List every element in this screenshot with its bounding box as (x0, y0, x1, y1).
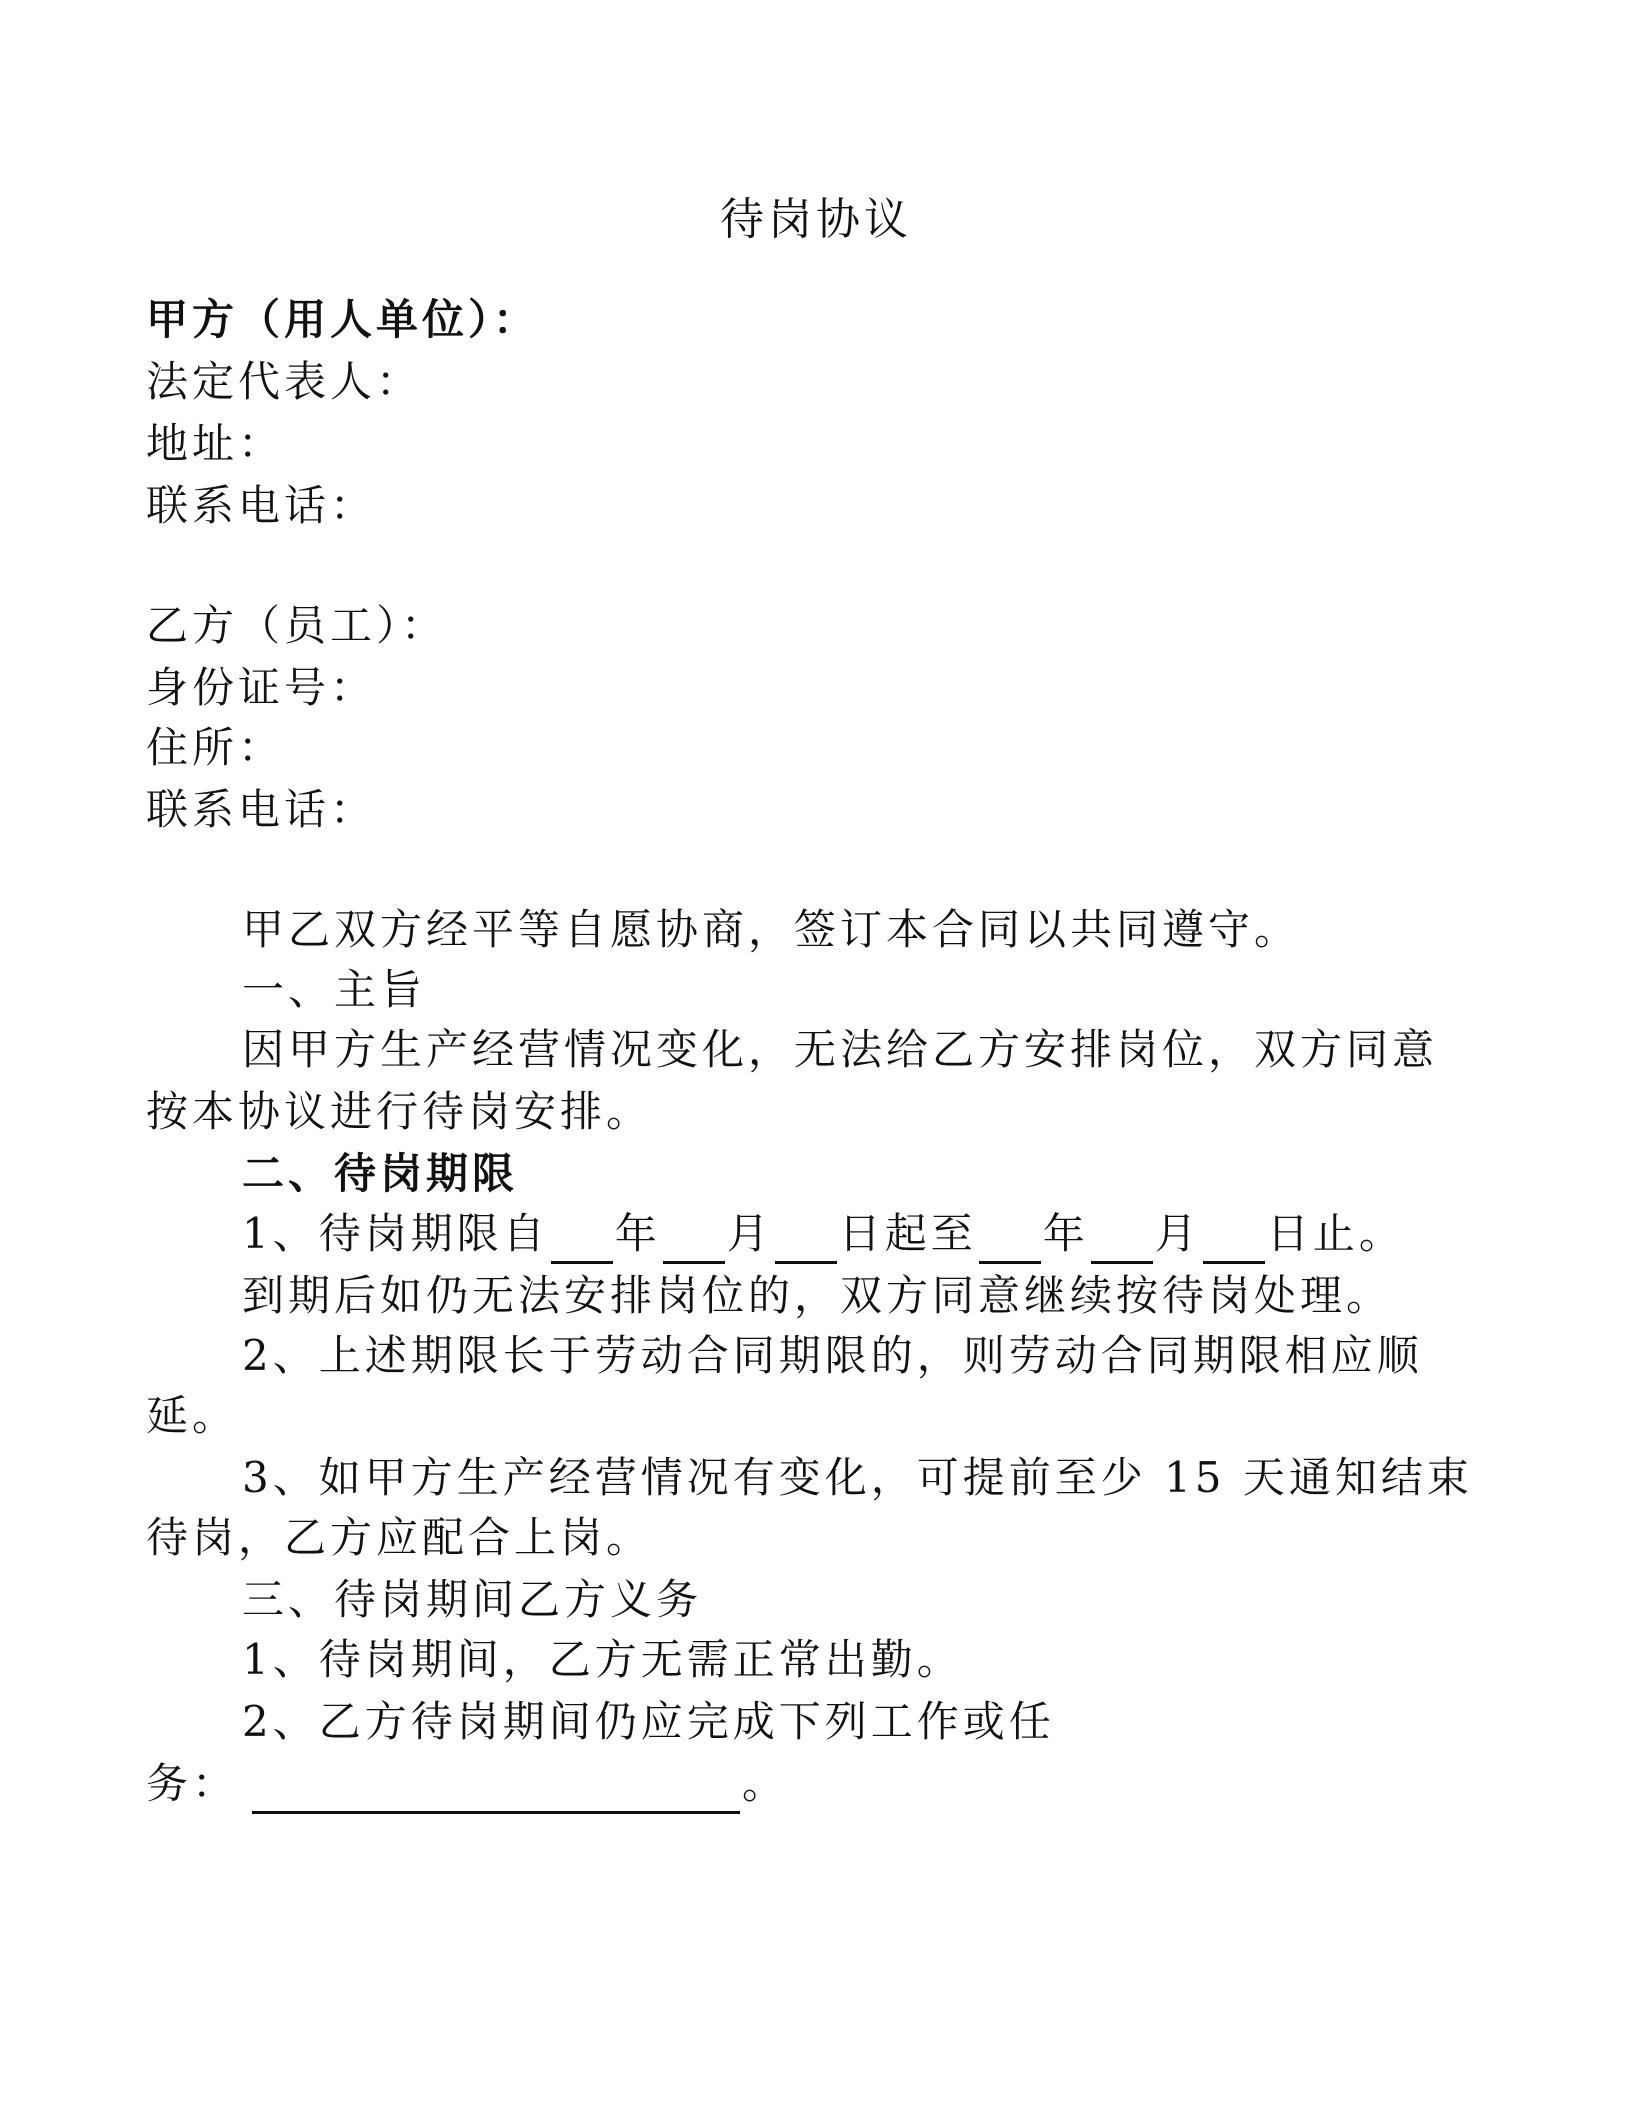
item2-prefix: 务： (146, 1759, 239, 1808)
section3-item2-line2 (146, 1754, 788, 1814)
day-from-label: 日起至 (838, 1209, 977, 1258)
party-b-residence: 住所： (146, 723, 285, 772)
year2-blank[interactable] (979, 1221, 1041, 1264)
party-b-id-number: 身份证号： (146, 663, 377, 712)
day-blank[interactable] (775, 1221, 837, 1264)
section2-item2-line2: 延。 (146, 1391, 239, 1440)
section1-heading: 一、主旨 (242, 965, 427, 1014)
party-a-heading: 甲方（用人单位）： (146, 295, 540, 344)
tasks-blank[interactable] (252, 1771, 740, 1814)
month-label: 月 (726, 1209, 773, 1258)
item1-prefix: 1、待岗期限自 (242, 1209, 549, 1258)
party-b-phone: 联系电话： (146, 785, 377, 834)
section2-item1 (242, 1204, 1405, 1264)
section2-item3-line2: 待岗，乙方应配合上岗。 (146, 1513, 653, 1562)
year-blank[interactable] (551, 1221, 613, 1264)
intro-paragraph: 甲乙双方经平等自愿协商，签订本合同以共同遵守。 (242, 905, 1301, 954)
party-a-phone: 联系电话： (146, 481, 377, 530)
month2-blank[interactable] (1091, 1221, 1153, 1264)
section3-item1: 1、待岗期间，乙方无需正常出勤。 (242, 1635, 963, 1684)
section1-text-line2: 按本协议进行待岗安排。 (146, 1087, 653, 1136)
document-title: 待岗协议 (720, 194, 912, 245)
section3-item2-line1: 2、乙方待岗期间仍应完成下列工作或任 (242, 1697, 1055, 1746)
section3-heading: 三、待岗期间乙方义务 (242, 1575, 703, 1624)
section2-heading: 二、待岗期限 (242, 1149, 519, 1198)
month2-label: 月 (1154, 1209, 1201, 1258)
year2-label: 年 (1042, 1209, 1089, 1258)
day-to-label: 日止。 (1266, 1209, 1405, 1258)
month-blank[interactable] (663, 1221, 725, 1264)
section2-item1-continuation: 到期后如仍无法安排岗位的，双方同意继续按待岗处理。 (242, 1271, 1393, 1320)
year-label: 年 (614, 1209, 661, 1258)
section2-item3-line1: 3、如甲方生产经营情况有变化，可提前至少 15 天通知结束 (242, 1453, 1473, 1502)
section2-item2-line1: 2、上述期限长于劳动合同期限的，则劳动合同期限相应顺 (242, 1331, 1423, 1380)
party-b-heading: 乙方（员工）： (146, 601, 448, 650)
item2-suffix: 。 (742, 1759, 789, 1808)
day2-blank[interactable] (1203, 1221, 1265, 1264)
party-a-representative: 法定代表人： (146, 357, 423, 406)
section1-text-line1: 因甲方生产经营情况变化，无法给乙方安排岗位，双方同意 (242, 1025, 1439, 1074)
party-a-address: 地址： (146, 419, 285, 468)
